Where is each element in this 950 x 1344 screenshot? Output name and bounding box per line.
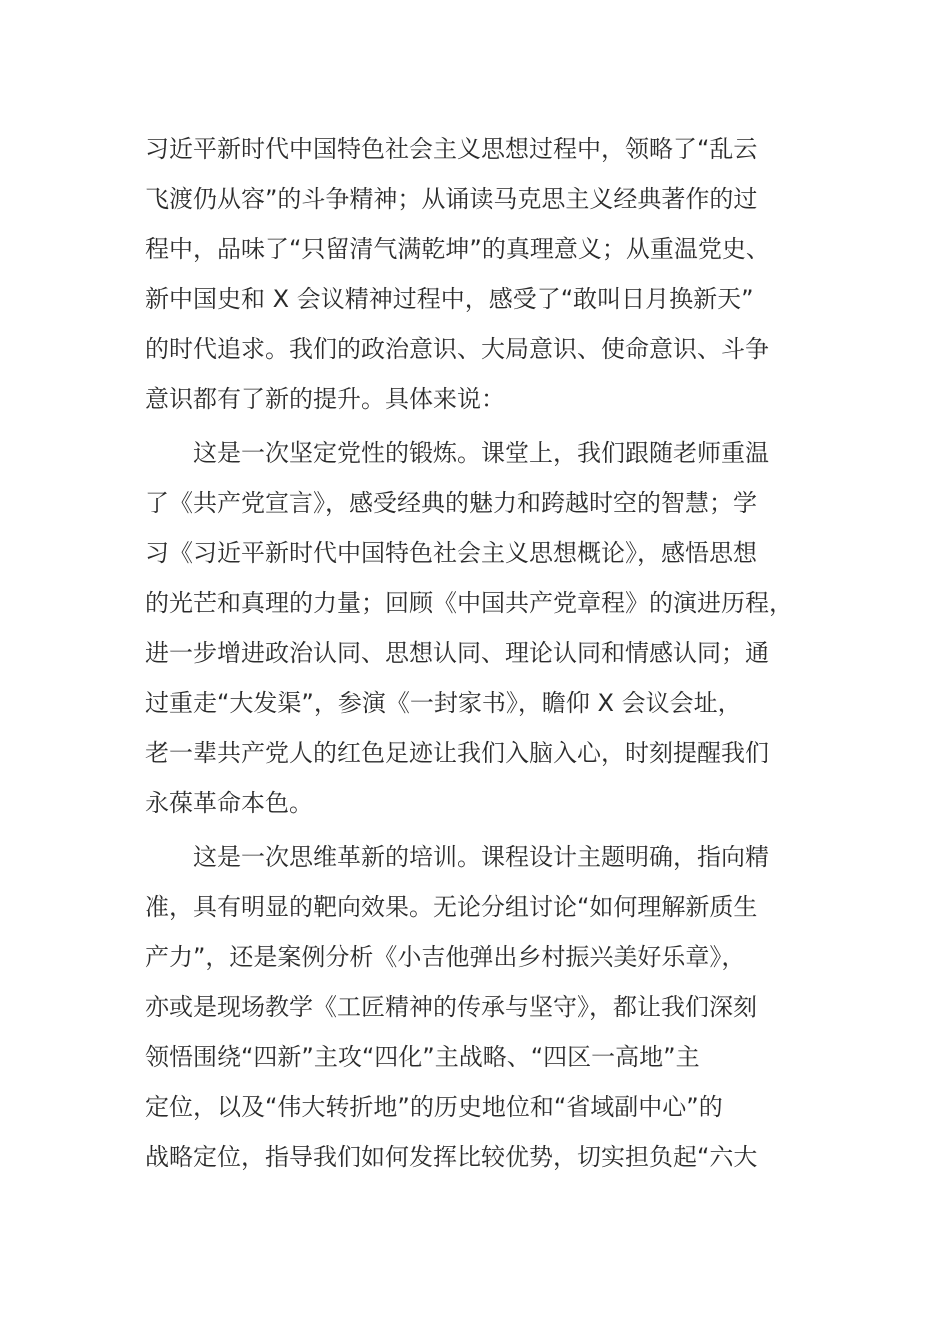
text-line: 领悟围绕“四新”主攻“四化”主战略、“四区一高地”主 xyxy=(145,1043,700,1071)
paragraph-3 xyxy=(145,832,805,1182)
text-line: 习《习近平新时代中国特色社会主义思想概论》，感悟思想 xyxy=(145,539,757,567)
text-line: 程中，品味了“只留清气满乾坤”的真理意义；从重温党史、 xyxy=(145,235,770,263)
body-text xyxy=(145,124,805,1182)
text-line: 永葆革命本色。 xyxy=(145,789,313,817)
text-line: 习近平新时代中国特色社会主义思想过程中，领略了“乱云 xyxy=(145,135,758,163)
text-line: 亦或是现场教学《工匠精神的传承与坚守》，都让我们深刻 xyxy=(145,993,757,1021)
paragraph-1 xyxy=(145,124,805,424)
text-line: 定位，以及“伟大转折地”的历史地位和“省域副中心”的 xyxy=(145,1093,723,1121)
text-line: 新中国史和 X 会议精神过程中，感受了“敢叫日月换新天” xyxy=(145,285,754,313)
text-line: 进一步增进政治认同、思想认同、理论认同和情感认同；通 xyxy=(145,639,769,667)
text-line: 意识都有了新的提升。具体来说： xyxy=(145,385,505,413)
paragraph-2 xyxy=(145,428,805,828)
text-line: 准，具有明显的靶向效果。无论分组讨论“如何理解新质生 xyxy=(145,893,758,921)
text-line: 过重走“大发渠”，参演《一封家书》，瞻仰 X 会议会址， xyxy=(145,689,742,717)
text-line: 了《共产党宣言》，感受经典的魅力和跨越时空的智慧；学 xyxy=(145,489,757,517)
text-line: 的时代追求。我们的政治意识、大局意识、使命意识、斗争 xyxy=(145,335,769,363)
text-line: 这是一次思维革新的培训。课程设计主题明确，指向精 xyxy=(145,843,769,871)
text-line: 这是一次坚定党性的锻炼。课堂上，我们跟随老师重温 xyxy=(145,439,769,467)
text-line: 产力”，还是案例分析《小吉他弹出乡村振兴美好乐章》， xyxy=(145,943,746,971)
text-line: 战略定位，指导我们如何发挥比较优势，切实担负起“六大 xyxy=(145,1143,758,1171)
text-line: 飞渡仍从容”的斗争精神；从诵读马克思主义经典著作的过 xyxy=(145,185,758,213)
text-line: 老一辈共产党人的红色足迹让我们入脑入心，时刻提醒我们 xyxy=(145,739,769,767)
text-line: 的光芒和真理的力量；回顾《中国共产党章程》的演进历程， xyxy=(145,589,793,617)
